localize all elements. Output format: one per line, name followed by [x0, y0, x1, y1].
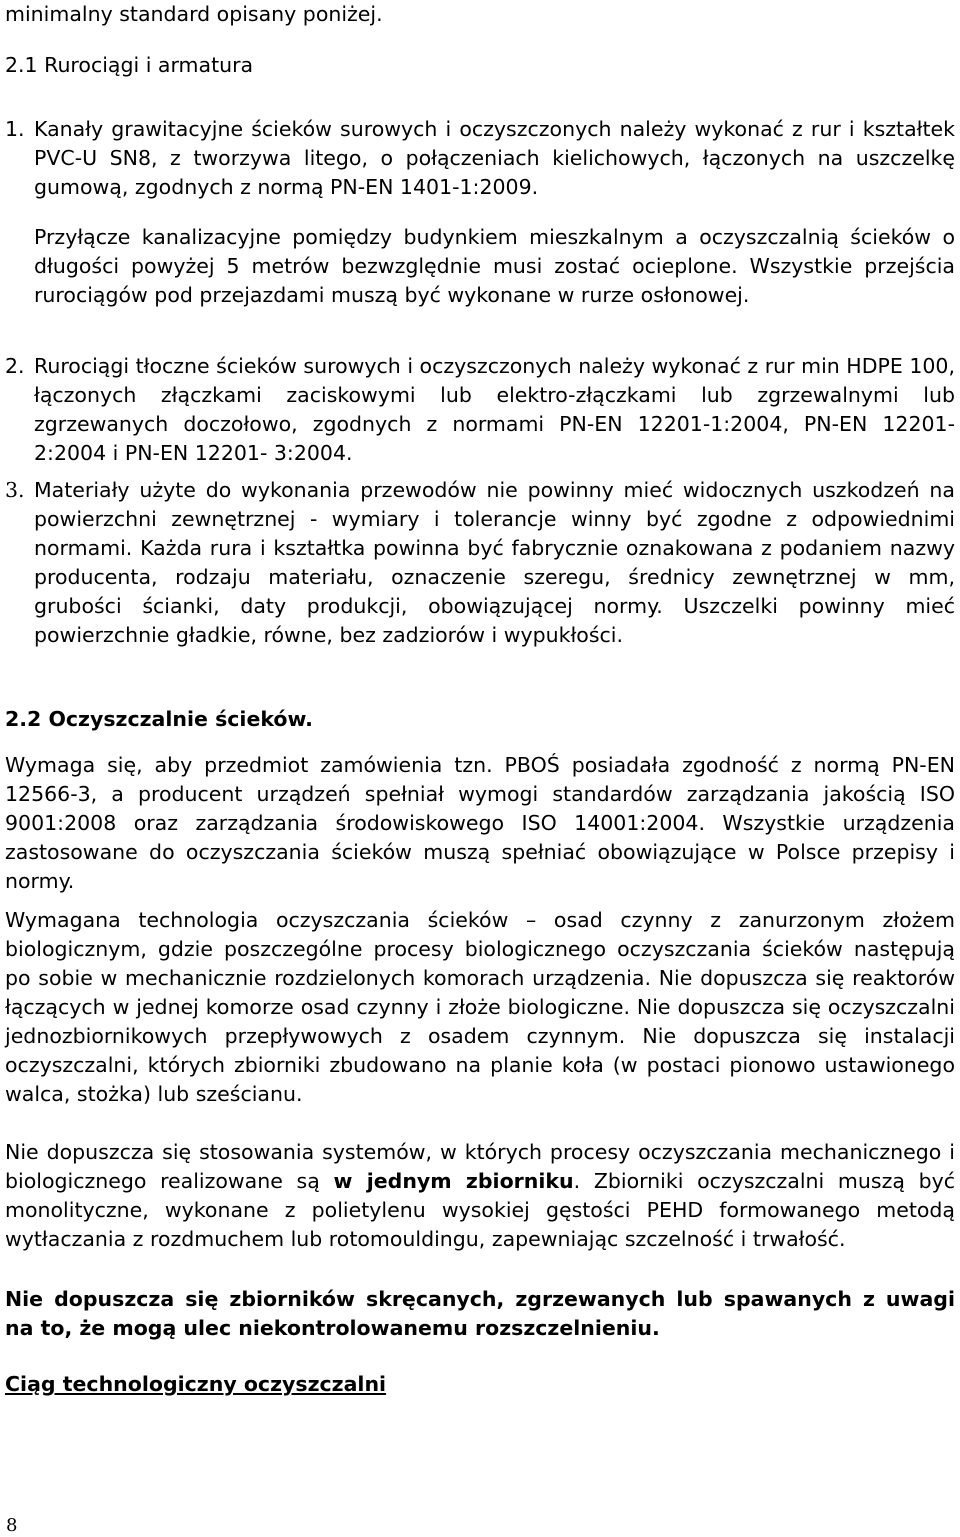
- list-item-1-para2: Przyłącze kanalizacyjne pomiędzy budynkiem mieszkalnym a oczyszczalnią ścieków o długości powyżej 5 metrów bezwzględnie musi zostać ocieplone. Wszystkie przejścia rurociągów pod przejazdami muszą być wykonane w rurze osłonowej.: [34, 225, 955, 307]
- list-item-2-text: Rurociągi tłoczne ścieków surowych i oczyszczonych należy wykonać z rur min HDPE 100, łączonych złączkami zaciskowymi lub elektro-złączkami lub zgrzewalnymi lub zgrzewanych doczołowo, zgodnych z normami PN-EN 12201-1:2004, PN-EN 12201-2:2004 i PN-EN 12201- 3:2004.: [34, 354, 955, 465]
- paragraph-prohibition-bold: Nie dopuszcza się zbiorników skręcanych, zgrzewanych lub spawanych z uwagi na to, że mogą ulec niekontrolowanemu rozszczelnieniu.: [5, 1287, 955, 1340]
- top-line: minimalny standard opisany poniżej.: [5, 2, 383, 26]
- paragraph-technology: Wymagana technologia oczyszczania ścieków – osad czynny z zanurzonym złożem biologicznym, gdzie poszczególne procesy biologicznego oczyszczania ścieków następują po sobie w mechanicznie rozdzielonych komorach urządzenia. Nie dopuszcza się reaktorów łączących w jednej komorze osad czynny i złoże biologiczne. Nie dopuszcza się oczyszczalni jednozbiornikowych przepływowych z osadem czynnym. Nie dopuszcza się instalacji oczyszczalni, których zbiorniki zbudowano na planie koła (w postaci pionowo ustawionego walca, stożka) lub sześcianu.: [5, 908, 955, 1106]
- paragraph-systems-end: . Zbiorniki oczyszczalni muszą być monolityczne, wykonane z polietylenu wysokiej gęstości PEHD formowanego metodą wytłaczania z rozdmuchem lub rotomouldingu, zapewniając szczelność i trwałość.: [5, 1169, 955, 1251]
- section-heading-2-2: 2.2 Oczyszczalnie ścieków.: [5, 707, 313, 731]
- section-heading-2-1: 2.1 Rurociągi i armatura: [5, 53, 254, 77]
- subheading-technological-line: Ciąg technologiczny oczyszczalni: [5, 1372, 387, 1396]
- list-item-1-text: Kanały grawitacyjne ścieków surowych i oczyszczonych należy wykonać z rur i kształtek PVC-U SN8, z tworzywa litego, o połączeniach kielichowych, łączonych na uszczelkę gumową, zgodnych z normą PN-EN 1401-1:2009.: [34, 117, 955, 199]
- list-number-2: 2.: [5, 354, 25, 378]
- paragraph-requirements: Wymaga się, aby przedmiot zamówienia tzn. PBOŚ posiadała zgodność z normą PN-EN 12566-3, a producent urządzeń spełniał wymogi standardów zarządzania jakością ISO 9001:2008 oraz zarządzania środowiskowego ISO 14001:2004. Wszystkie urządzenia zastosowane do oczyszczania ścieków muszą spełniać obowiązujące w Polsce przepisy i normy.: [5, 753, 955, 893]
- paragraph-systems-bold: w jednym zbiorniku: [333, 1169, 574, 1193]
- list-number-3: 3.: [5, 478, 25, 502]
- paragraph-systems: [5, 1138, 955, 1254]
- list-number-1: 1.: [5, 117, 25, 141]
- paragraph-systems-start: Nie dopuszcza się stosowania systemów, w których procesy oczyszczania mechanicznego i biologicznego realizowane są: [5, 1140, 955, 1193]
- page-number: 8: [6, 1515, 18, 1536]
- list-item-3-text: Materiały użyte do wykonania przewodów nie powinny mieć widocznych uszkodzeń na powierzchni zewnętrznej - wymiary i tolerancje winny być zgodne z odpowiednimi normami. Każda rura i kształtka powinna być fabrycznie oznakowana z podaniem nazwy producenta, rodzaju materiału, oznaczenie szeregu, średnicy zewnętrznej w mm, grubości ścianki, daty produkcji, obowiązującej normy. Uszczelki powinny mieć powierzchnie gładkie, równe, bez zadziorów i wypukłości.: [34, 478, 955, 647]
